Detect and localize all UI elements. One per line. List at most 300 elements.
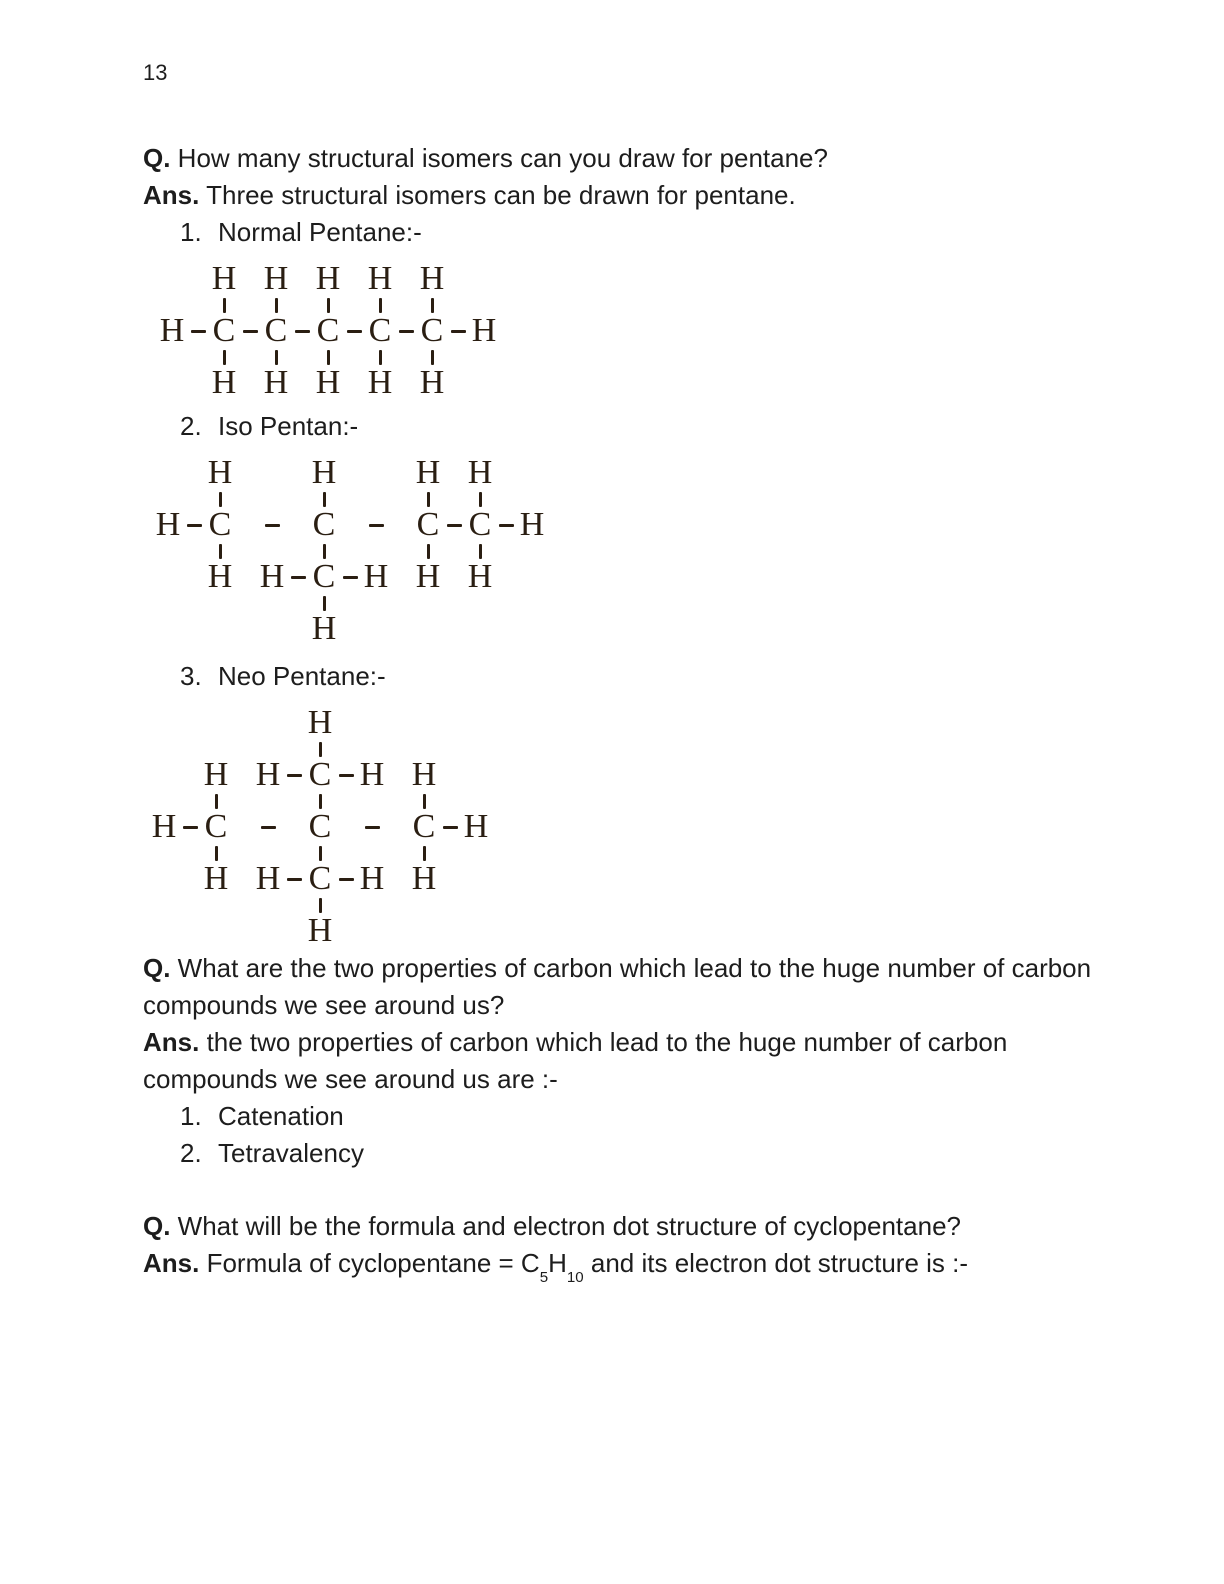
spacer-cell bbox=[463, 892, 489, 918]
spacer-cell bbox=[337, 460, 363, 486]
spacer-cell bbox=[385, 788, 411, 814]
spacer-cell bbox=[471, 370, 497, 396]
answer-3 bbox=[143, 1245, 1103, 1286]
question-2-text: What are the two properties of carbon which lead to the huge number of carbon compounds we see around us? bbox=[143, 953, 1092, 1020]
structure-row bbox=[151, 892, 1103, 918]
atom-H: H bbox=[359, 860, 385, 897]
atom-H: H bbox=[363, 558, 389, 595]
bond-line bbox=[265, 524, 280, 527]
horizontal-bond bbox=[337, 564, 363, 590]
spacer-cell bbox=[281, 788, 307, 814]
spacer-cell bbox=[285, 460, 311, 486]
spacer-cell bbox=[389, 616, 415, 642]
list-number: 1. bbox=[180, 1101, 202, 1131]
horizontal-bond bbox=[259, 512, 285, 538]
spacer-cell bbox=[441, 564, 467, 590]
spacer-cell bbox=[151, 892, 177, 918]
atom-C: C bbox=[308, 808, 332, 845]
structure-row bbox=[151, 808, 1103, 845]
bond-line bbox=[365, 826, 380, 829]
bond-line bbox=[347, 330, 362, 333]
horizontal-bond bbox=[177, 814, 203, 840]
spacer-cell bbox=[493, 616, 519, 642]
spacer-cell bbox=[341, 266, 367, 292]
atom-H: H bbox=[359, 756, 385, 793]
spacer-cell bbox=[159, 266, 185, 292]
structure-row bbox=[155, 506, 1103, 543]
horizontal-bond bbox=[255, 814, 281, 840]
spacer-cell bbox=[393, 292, 419, 318]
spacer-cell bbox=[255, 892, 281, 918]
spacer-cell bbox=[233, 616, 259, 642]
bond-line bbox=[319, 794, 322, 809]
bond-line bbox=[431, 350, 434, 365]
spacer-cell bbox=[151, 866, 177, 892]
structure-row bbox=[155, 590, 1103, 616]
atom-H: H bbox=[411, 756, 437, 793]
spacer-cell bbox=[359, 918, 385, 944]
bond-line bbox=[215, 846, 218, 861]
atom-C: C bbox=[368, 312, 392, 349]
spacer-cell bbox=[233, 512, 259, 538]
answer-2-prefix: Ans. bbox=[143, 1027, 200, 1057]
list-number: 3. bbox=[180, 661, 202, 691]
bond-line bbox=[379, 350, 382, 365]
atom-H: H bbox=[155, 506, 181, 543]
spacer-cell bbox=[445, 292, 471, 318]
spacer-cell bbox=[341, 292, 367, 318]
spacer-cell bbox=[229, 892, 255, 918]
spacer-cell bbox=[233, 564, 259, 590]
spacer-cell bbox=[281, 736, 307, 762]
spacer-cell bbox=[493, 590, 519, 616]
spacer-cell bbox=[463, 866, 489, 892]
bond-line bbox=[443, 826, 458, 829]
spacer-cell bbox=[185, 370, 211, 396]
horizontal-bond bbox=[281, 762, 307, 788]
spacer-cell bbox=[463, 762, 489, 788]
structure-row bbox=[151, 840, 1103, 866]
spacer-cell bbox=[437, 892, 463, 918]
spacer-cell bbox=[151, 762, 177, 788]
atom-H: H bbox=[463, 808, 489, 845]
spacer-cell bbox=[471, 344, 497, 370]
spacer-cell bbox=[389, 538, 415, 564]
spacer-cell bbox=[519, 616, 545, 642]
structure-row bbox=[155, 454, 1103, 491]
spacer-cell bbox=[337, 512, 363, 538]
spacer-cell bbox=[185, 344, 211, 370]
spacer-cell bbox=[229, 840, 255, 866]
spacer-cell bbox=[233, 538, 259, 564]
answer-1-text: Three structural isomers can be drawn for pentane. bbox=[199, 180, 796, 210]
atom-H: H bbox=[307, 912, 333, 949]
spacer-cell bbox=[181, 564, 207, 590]
bond-line bbox=[423, 846, 426, 861]
spacer-cell bbox=[229, 788, 255, 814]
spacer-cell bbox=[255, 918, 281, 944]
isomer-label: Neo Pentane:- bbox=[218, 661, 386, 691]
page-number: 13 bbox=[143, 60, 168, 85]
answer-2 bbox=[143, 1024, 1103, 1098]
spacer-cell bbox=[437, 788, 463, 814]
spacer-cell bbox=[333, 710, 359, 736]
spacer-cell bbox=[259, 460, 285, 486]
spacer-cell bbox=[393, 266, 419, 292]
structure-row bbox=[159, 364, 1103, 401]
atom-H: H bbox=[471, 312, 497, 349]
spacer-cell bbox=[237, 266, 263, 292]
spacer-cell bbox=[281, 918, 307, 944]
bond-line bbox=[327, 350, 330, 365]
atom-H: H bbox=[419, 260, 445, 297]
spacer-cell bbox=[333, 840, 359, 866]
spacer-cell bbox=[341, 370, 367, 396]
spacer-cell bbox=[233, 590, 259, 616]
spacer-cell bbox=[337, 616, 363, 642]
atom-H: H bbox=[307, 704, 333, 741]
spacer-cell bbox=[341, 344, 367, 370]
spacer-cell bbox=[177, 710, 203, 736]
spacer-cell bbox=[493, 486, 519, 512]
question-1-text: How many structural isomers can you draw for pentane? bbox=[170, 143, 828, 173]
spacer-cell bbox=[155, 590, 181, 616]
structure-row bbox=[151, 912, 1103, 949]
question-1 bbox=[143, 140, 1103, 177]
spacer-cell bbox=[441, 616, 467, 642]
spacer bbox=[143, 1172, 1103, 1208]
bond-line bbox=[379, 298, 382, 313]
horizontal-bond bbox=[437, 814, 463, 840]
list-number: 2. bbox=[180, 1138, 202, 1168]
spacer-cell bbox=[389, 486, 415, 512]
structure-row bbox=[159, 344, 1103, 370]
atom-H: H bbox=[255, 756, 281, 793]
horizontal-bond bbox=[281, 866, 307, 892]
atom-H: H bbox=[211, 260, 237, 297]
list-item-tetravalency bbox=[180, 1135, 1103, 1172]
bond-line bbox=[223, 350, 226, 365]
spacer-cell bbox=[333, 788, 359, 814]
atom-H: H bbox=[207, 454, 233, 491]
structure-row bbox=[155, 558, 1103, 595]
list-item-label: Tetravalency bbox=[218, 1138, 364, 1168]
structure-row bbox=[155, 538, 1103, 564]
atom-H: H bbox=[411, 860, 437, 897]
atom-C: C bbox=[420, 312, 444, 349]
atom-C: C bbox=[468, 506, 492, 543]
spacer-cell bbox=[177, 892, 203, 918]
isomer-section-iso-pentane bbox=[143, 408, 1103, 647]
bond-line bbox=[319, 742, 322, 757]
bond-line bbox=[479, 544, 482, 559]
atom-H: H bbox=[419, 364, 445, 401]
atom-C: C bbox=[312, 558, 336, 595]
spacer-cell bbox=[151, 710, 177, 736]
spacer-cell bbox=[359, 892, 385, 918]
atom-H: H bbox=[367, 364, 393, 401]
spacer-cell bbox=[229, 736, 255, 762]
spacer-cell bbox=[285, 512, 311, 538]
atom-H: H bbox=[415, 454, 441, 491]
bond-line bbox=[323, 596, 326, 611]
spacer-cell bbox=[159, 344, 185, 370]
spacer-cell bbox=[441, 538, 467, 564]
spacer-cell bbox=[389, 460, 415, 486]
spacer-cell bbox=[359, 710, 385, 736]
spacer-cell bbox=[333, 918, 359, 944]
spacer-cell bbox=[493, 538, 519, 564]
spacer-cell bbox=[289, 370, 315, 396]
bond-line bbox=[287, 878, 302, 881]
bond-line bbox=[291, 576, 306, 579]
spacer-cell bbox=[233, 486, 259, 512]
formula-h: H bbox=[548, 1248, 567, 1278]
formula-subscript-5: 5 bbox=[539, 1268, 549, 1286]
atom-C: C bbox=[204, 808, 228, 845]
atom-H: H bbox=[203, 860, 229, 897]
spacer-cell bbox=[411, 892, 437, 918]
properties-list bbox=[143, 1098, 1103, 1172]
spacer-cell bbox=[393, 344, 419, 370]
spacer-cell bbox=[519, 564, 545, 590]
spacer-cell bbox=[437, 866, 463, 892]
spacer-cell bbox=[285, 538, 311, 564]
spacer-cell bbox=[181, 486, 207, 512]
bond-line bbox=[327, 298, 330, 313]
bond-line bbox=[447, 524, 462, 527]
spacer-cell bbox=[389, 512, 415, 538]
answer-1-prefix: Ans. bbox=[143, 180, 200, 210]
spacer-cell bbox=[151, 918, 177, 944]
bond-line bbox=[219, 492, 222, 507]
bond-line bbox=[187, 524, 202, 527]
spacer-cell bbox=[385, 736, 411, 762]
spacer-cell bbox=[259, 616, 285, 642]
spacer-cell bbox=[259, 590, 285, 616]
isomer-title-neo-pentane bbox=[180, 658, 1103, 695]
spacer-cell bbox=[151, 736, 177, 762]
spacer-cell bbox=[385, 892, 411, 918]
bond-line bbox=[499, 524, 514, 527]
spacer-cell bbox=[493, 564, 519, 590]
spacer-cell bbox=[337, 538, 363, 564]
spacer-cell bbox=[393, 370, 419, 396]
horizontal-bond bbox=[363, 512, 389, 538]
spacer-cell bbox=[441, 486, 467, 512]
bond-line bbox=[427, 544, 430, 559]
atom-H: H bbox=[159, 312, 185, 349]
isomer-label: Normal Pentane:- bbox=[218, 217, 422, 247]
spacer-cell bbox=[229, 710, 255, 736]
horizontal-bond bbox=[493, 512, 519, 538]
atom-C: C bbox=[208, 506, 232, 543]
spacer-cell bbox=[337, 486, 363, 512]
list-item-catenation bbox=[180, 1098, 1103, 1135]
spacer-cell bbox=[519, 590, 545, 616]
horizontal-bond bbox=[341, 318, 367, 344]
spacer-cell bbox=[363, 590, 389, 616]
spacer-cell bbox=[281, 840, 307, 866]
spacer-cell bbox=[411, 710, 437, 736]
atom-H: H bbox=[315, 364, 341, 401]
spacer-cell bbox=[229, 918, 255, 944]
spacer-cell bbox=[181, 460, 207, 486]
spacer-cell bbox=[203, 892, 229, 918]
question-1-prefix: Q. bbox=[143, 143, 171, 173]
atom-H: H bbox=[203, 756, 229, 793]
bond-line bbox=[369, 524, 384, 527]
spacer-cell bbox=[385, 918, 411, 944]
spacer-cell bbox=[177, 762, 203, 788]
bond-line bbox=[339, 878, 354, 881]
spacer-cell bbox=[181, 590, 207, 616]
spacer-cell bbox=[177, 736, 203, 762]
structure-row bbox=[151, 756, 1103, 793]
isomer-label: Iso Pentan:- bbox=[218, 411, 359, 441]
answer-3-text-post: and its electron dot structure is :- bbox=[583, 1248, 969, 1278]
bond-line bbox=[215, 794, 218, 809]
structure-row bbox=[151, 704, 1103, 741]
spacer-cell bbox=[155, 460, 181, 486]
atom-H: H bbox=[211, 364, 237, 401]
question-2 bbox=[143, 950, 1103, 1024]
spacer-cell bbox=[155, 616, 181, 642]
spacer-cell bbox=[255, 710, 281, 736]
spacer-cell bbox=[233, 460, 259, 486]
horizontal-bond bbox=[445, 318, 471, 344]
bond-line bbox=[323, 492, 326, 507]
bond-line bbox=[243, 330, 258, 333]
spacer-cell bbox=[177, 918, 203, 944]
list-item-label: Catenation bbox=[218, 1101, 344, 1131]
atom-H: H bbox=[207, 558, 233, 595]
atom-H: H bbox=[415, 558, 441, 595]
spacer-cell bbox=[237, 344, 263, 370]
bond-line bbox=[423, 794, 426, 809]
horizontal-bond bbox=[333, 866, 359, 892]
bond-line bbox=[275, 350, 278, 365]
atom-C: C bbox=[264, 312, 288, 349]
spacer-cell bbox=[255, 788, 281, 814]
spacer-cell bbox=[441, 460, 467, 486]
spacer-cell bbox=[203, 710, 229, 736]
spacer-cell bbox=[177, 840, 203, 866]
atom-C: C bbox=[308, 860, 332, 897]
atom-H: H bbox=[315, 260, 341, 297]
spacer-cell bbox=[337, 590, 363, 616]
spacer-cell bbox=[159, 370, 185, 396]
spacer-cell bbox=[437, 762, 463, 788]
spacer-cell bbox=[467, 590, 493, 616]
atom-H: H bbox=[259, 558, 285, 595]
spacer-cell bbox=[415, 590, 441, 616]
spacer-cell bbox=[437, 918, 463, 944]
answer-2-text: the two properties of carbon which lead to the huge number of carbon compounds we see around us are :- bbox=[143, 1027, 1008, 1094]
spacer-cell bbox=[471, 266, 497, 292]
spacer-cell bbox=[445, 344, 471, 370]
spacer-cell bbox=[207, 590, 233, 616]
answer-1 bbox=[143, 177, 1103, 214]
spacer-cell bbox=[285, 616, 311, 642]
atom-H: H bbox=[311, 610, 337, 647]
formula-subscript-10: 10 bbox=[566, 1268, 584, 1286]
atom-H: H bbox=[519, 506, 545, 543]
question-3-prefix: Q. bbox=[143, 1211, 171, 1241]
atom-H: H bbox=[467, 454, 493, 491]
atom-H: H bbox=[367, 260, 393, 297]
spacer-cell bbox=[385, 762, 411, 788]
bond-line bbox=[323, 544, 326, 559]
spacer-cell bbox=[415, 616, 441, 642]
bond-line bbox=[191, 330, 206, 333]
spacer-cell bbox=[445, 370, 471, 396]
structure-row bbox=[155, 486, 1103, 512]
spacer-cell bbox=[389, 590, 415, 616]
bond-line bbox=[319, 898, 322, 913]
spacer-cell bbox=[463, 840, 489, 866]
spacer-cell bbox=[411, 918, 437, 944]
bond-line bbox=[287, 774, 302, 777]
spacer-cell bbox=[467, 616, 493, 642]
atom-C: C bbox=[416, 506, 440, 543]
structural-formula-neo-pentane bbox=[151, 704, 1103, 949]
spacer-cell bbox=[181, 538, 207, 564]
spacer-cell bbox=[385, 840, 411, 866]
isomer-title-normal-pentane bbox=[180, 214, 1103, 251]
horizontal-bond bbox=[333, 762, 359, 788]
horizontal-bond bbox=[393, 318, 419, 344]
atom-C: C bbox=[412, 808, 436, 845]
atom-C: C bbox=[316, 312, 340, 349]
horizontal-bond bbox=[185, 318, 211, 344]
spacer-cell bbox=[519, 460, 545, 486]
horizontal-bond bbox=[359, 814, 385, 840]
spacer-cell bbox=[333, 892, 359, 918]
bond-line bbox=[431, 298, 434, 313]
horizontal-bond bbox=[181, 512, 207, 538]
spacer-cell bbox=[281, 814, 307, 840]
spacer-cell bbox=[203, 918, 229, 944]
list-number: 1. bbox=[180, 217, 202, 247]
spacer-cell bbox=[385, 814, 411, 840]
horizontal-bond bbox=[285, 564, 311, 590]
spacer-cell bbox=[285, 590, 311, 616]
bond-line bbox=[479, 492, 482, 507]
bond-line bbox=[319, 846, 322, 861]
spacer-cell bbox=[285, 486, 311, 512]
spacer-cell bbox=[333, 736, 359, 762]
page-content bbox=[143, 140, 1103, 1286]
isomer-section-neo-pentane bbox=[143, 658, 1103, 949]
atom-H: H bbox=[151, 808, 177, 845]
spacer-cell bbox=[229, 762, 255, 788]
answer-3-prefix: Ans. bbox=[143, 1248, 200, 1278]
list-number: 2. bbox=[180, 411, 202, 441]
structure-row bbox=[159, 292, 1103, 318]
answer-3-text-pre: Formula of cyclopentane = C bbox=[199, 1248, 540, 1278]
spacer-cell bbox=[463, 918, 489, 944]
spacer-cell bbox=[207, 616, 233, 642]
spacer-cell bbox=[155, 538, 181, 564]
spacer-cell bbox=[155, 564, 181, 590]
spacer-cell bbox=[229, 866, 255, 892]
spacer-cell bbox=[237, 292, 263, 318]
spacer-cell bbox=[185, 292, 211, 318]
structure-row bbox=[155, 610, 1103, 647]
spacer-cell bbox=[363, 486, 389, 512]
atom-H: H bbox=[311, 454, 337, 491]
